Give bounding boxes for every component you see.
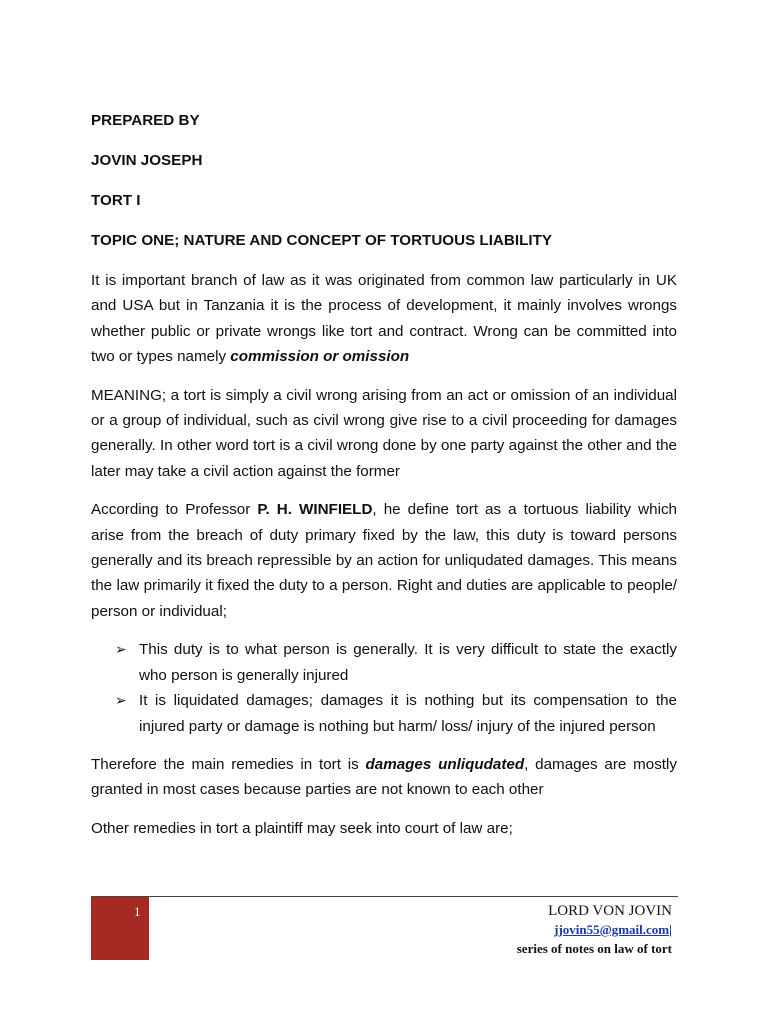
winfield-paragraph xyxy=(91,497,677,624)
prepared-by-heading: PREPARED BY xyxy=(91,112,200,129)
bullet-text: It is liquidated damages; damages it is nothing but its compensation to the injured party or damage is nothing but harm/ loss/ injury of the injured person xyxy=(139,692,677,735)
winfield-text-after: , he define tort as a tortuous liability which arise from the breach of duty primary fixed by the law, this duty is toward persons generally and its breach repressible by an action for unliqudated damages. This means the law primarily it fixed the duty to a person. Right and duties are applicable to people/ person or individual; xyxy=(91,501,677,620)
remedies-emphasis: damages unliqudated xyxy=(365,755,525,773)
winfield-name: P. H. WINFIELD xyxy=(257,501,373,519)
bullet-text: This duty is to what person is generally. It is very difficult to state the exactly who person is generally injured xyxy=(139,641,677,684)
author-heading: JOVIN JOSEPH xyxy=(91,152,203,169)
page-number: 1 xyxy=(134,904,141,919)
page-content xyxy=(91,108,677,854)
arrow-bullet-icon: ➢ xyxy=(115,692,127,709)
winfield-text-before: According to Professor xyxy=(91,501,258,519)
footer-author: LORD VON JOVIN xyxy=(548,903,672,919)
remedies-text-before: Therefore the main remedies in tort is xyxy=(91,755,366,773)
intro-emphasis: commission or omission xyxy=(230,348,410,366)
remedies-text-after: , damages are mostly granted in most cases because parties are not known to each other xyxy=(91,755,677,799)
footer-divider xyxy=(91,896,678,897)
meaning-paragraph: MEANING; a tort is simply a civil wrong arising from an act or omission of an individual or a group of individual, such as civil wrong give rise to a civil proceeding for damages generally. In other word tort is a civil wrong done by one party against the other and the later may take a civil action against the former xyxy=(91,386,677,480)
list-item xyxy=(91,688,677,739)
topic-heading: TOPIC ONE; NATURE AND CONCEPT OF TORTUOUS LIABILITY xyxy=(91,232,552,249)
intro-paragraph xyxy=(91,268,677,370)
footer-series: series of notes on law of tort xyxy=(516,941,672,956)
remedies-paragraph xyxy=(91,752,677,803)
bullet-list xyxy=(91,637,677,739)
other-remedies-paragraph: Other remedies in tort a plaintiff may seek into court of law are; xyxy=(91,819,513,837)
footer-email-link[interactable]: jjovin55@gmail.com| xyxy=(554,922,672,937)
course-heading: TORT I xyxy=(91,192,141,209)
footer-info xyxy=(380,902,672,958)
list-item xyxy=(91,637,677,688)
intro-text: It is important branch of law as it was originated from common law particularly in UK and USA but in Tanzania it is the process of development, it mainly involves wrongs whether public or private wrongs like tort and contract. Wrong can be committed into two or types namely xyxy=(91,272,677,366)
arrow-bullet-icon: ➢ xyxy=(115,641,127,658)
